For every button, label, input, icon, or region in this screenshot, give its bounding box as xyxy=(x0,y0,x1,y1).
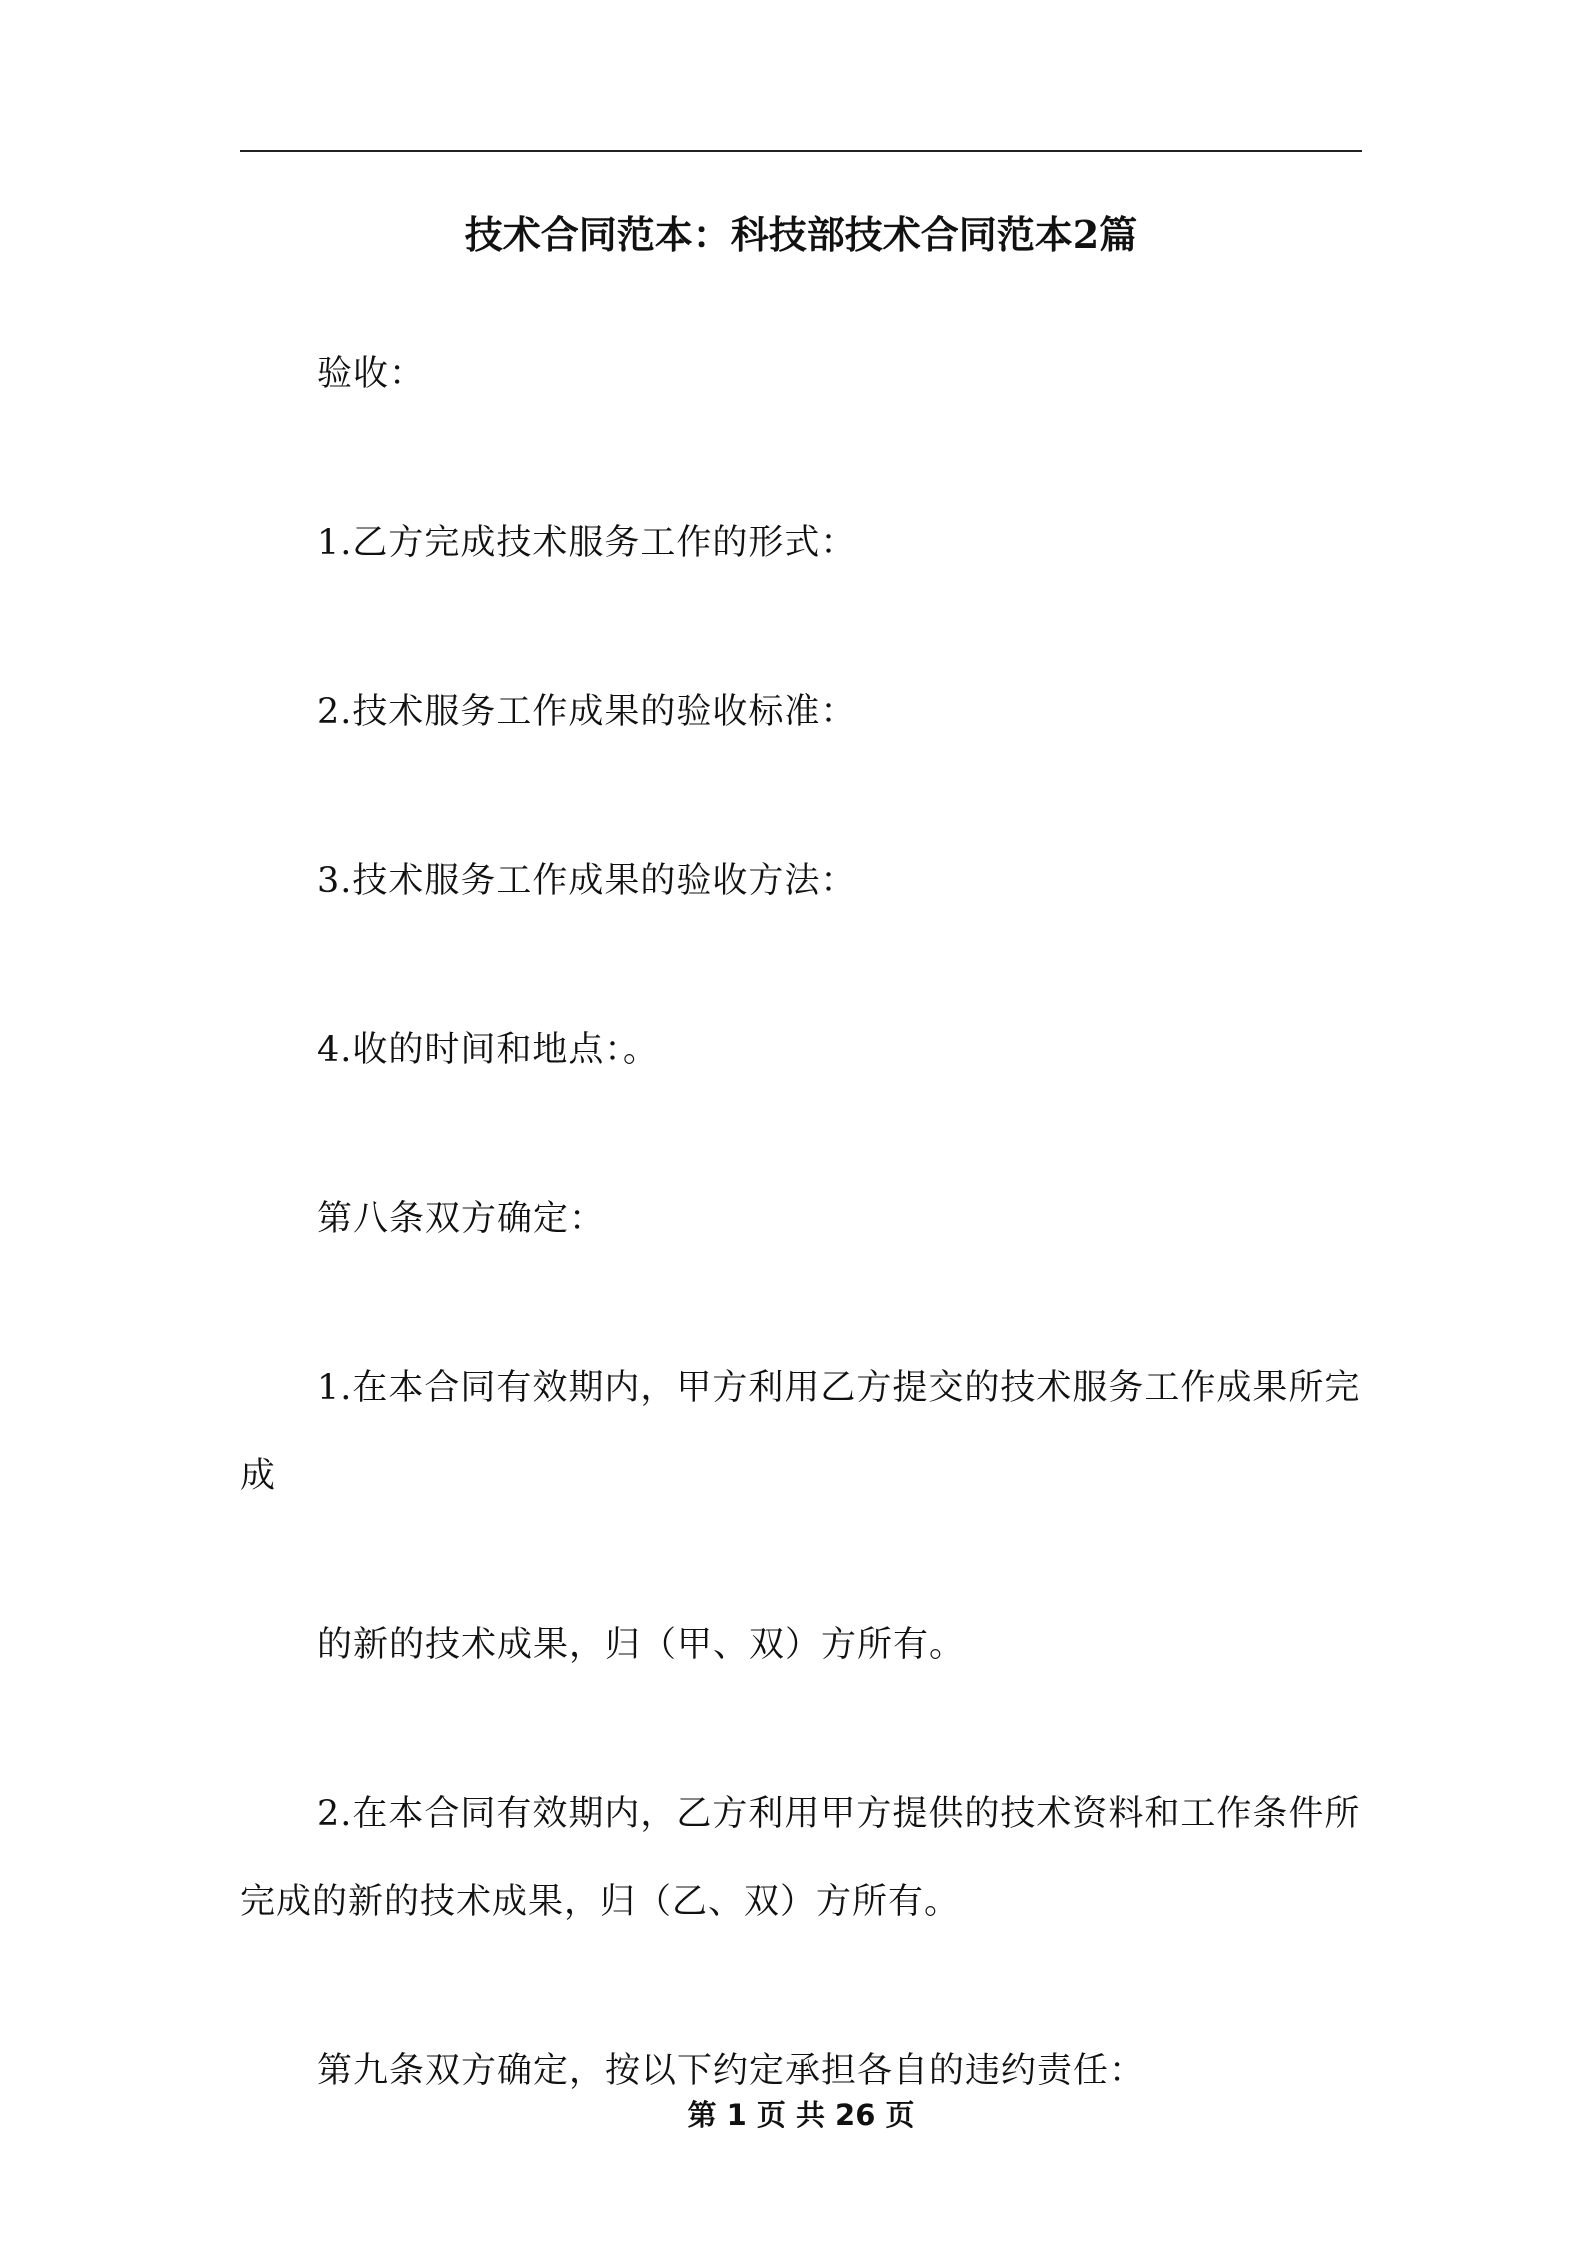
paragraph-article-8-item-2: 2.在本合同有效期内，乙方利用甲方提供的技术资料和工作条件所完成的新的技术成果，归（乙、双）方所有。 xyxy=(240,1794,1361,1922)
paragraph-article-9: 第九条双方确定，按以下约定承担各自的违约责任： xyxy=(317,2051,1146,2091)
paragraph-acceptance: 验收： xyxy=(317,354,426,394)
paragraph-item-2: 2.技术服务工作成果的验收标准： xyxy=(317,692,857,732)
paragraph-item-4: 4.收的时间和地点：。 xyxy=(317,1030,659,1070)
document-body xyxy=(240,330,1362,2115)
paragraph-article-8-item-1: 1.在本合同有效期内，甲方利用乙方提交的技术服务工作成果所完成 xyxy=(240,1368,1361,1496)
paragraph-article-8-item-1-cont: 的新的技术成果，归（甲、双）方所有。 xyxy=(317,1625,966,1665)
document-title: 技术合同范本：科技部技术合同范本2篇 xyxy=(464,212,1138,257)
paragraph-item-1: 1.乙方完成技术服务工作的形式： xyxy=(317,523,857,563)
page-footer: 第 1 页 共 26 页 xyxy=(687,2098,915,2132)
paragraph-article-8: 第八条双方确定： xyxy=(317,1199,606,1239)
header-rule xyxy=(240,150,1362,152)
paragraph-item-3: 3.技术服务工作成果的验收方法： xyxy=(317,861,857,901)
